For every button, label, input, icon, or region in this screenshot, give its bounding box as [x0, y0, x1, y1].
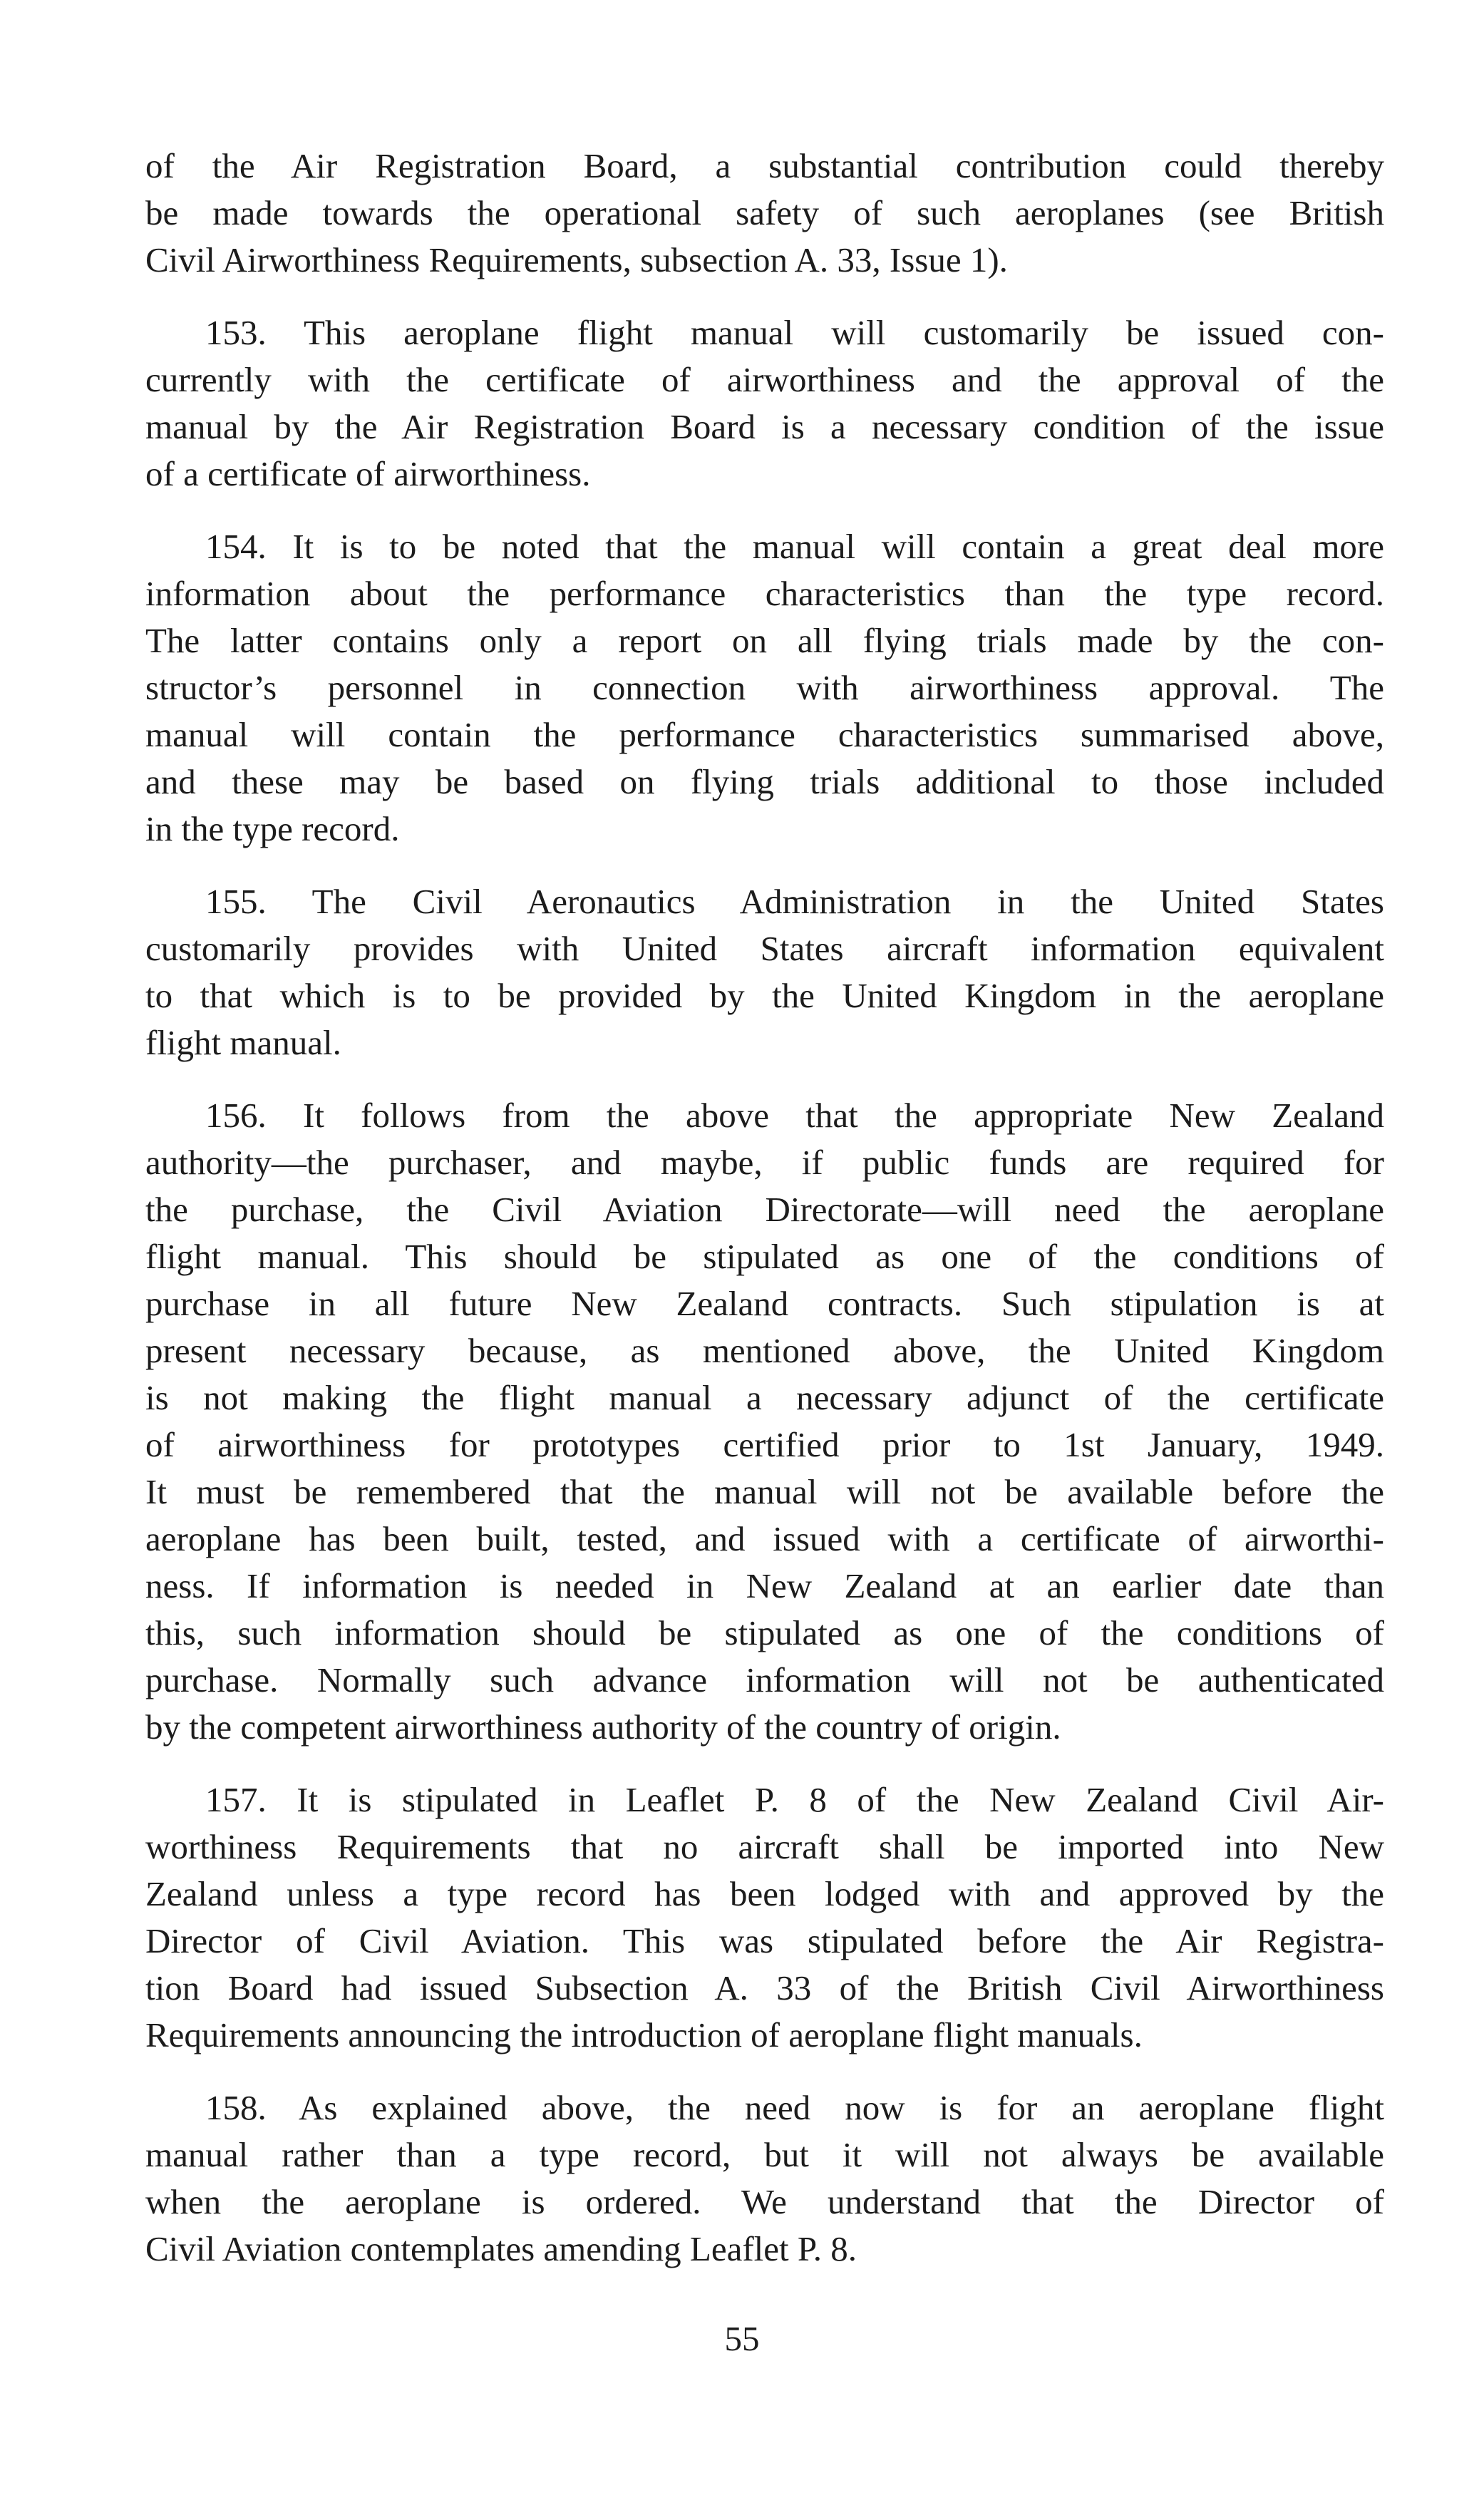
text-line: present necessary because, as mentioned above, the United Kingdom [145, 1331, 1384, 1370]
text-line: to that which is to be provided by the United Kingdom in the aeroplane [145, 976, 1384, 1015]
text-line: when the aeroplane is ordered. We understand that the Director of [145, 2182, 1384, 2221]
text-line: currently with the certificate of airworthiness and the approval of the [145, 360, 1384, 399]
text-line: structor’s personnel in connection with airworthiness approval. The [145, 668, 1384, 707]
text-line: ness. If information is needed in New Zealand at an earlier date than [145, 1566, 1384, 1605]
text-line: manual rather than a type record, but it will not always be available [145, 2135, 1384, 2174]
text-line: manual by the Air Registration Board is a necessary condition of the issue [145, 407, 1384, 446]
paragraph [145, 143, 1384, 284]
text-line: worthiness Requirements that no aircraft shall be imported into New [145, 1827, 1384, 1866]
text-line: 154. It is to be noted that the manual will contain a great deal more [205, 527, 1384, 566]
text-line: the purchase, the Civil Aviation Directorate—will need the aeroplane [145, 1190, 1384, 1229]
text-line: Civil Aviation contemplates amending Leaflet P. 8. [145, 2229, 857, 2268]
text-line: authority—the purchaser, and maybe, if public funds are required for [145, 1143, 1384, 1182]
text-line: purchase. Normally such advance information will not be authenticated [145, 1660, 1384, 1699]
text-line: 153. This aeroplane flight manual will customarily be issued con- [205, 313, 1384, 352]
text-line: in the type record. [145, 809, 400, 848]
text-line: information about the performance characteristics than the type record. [145, 574, 1384, 613]
paragraph [145, 2084, 1384, 2273]
text-line: Zealand unless a type record has been lodged with and approved by the [145, 1874, 1384, 1913]
text-line: of a certificate of airworthiness. [145, 454, 591, 493]
text-line: The latter contains only a report on all flying trials made by the con- [145, 621, 1384, 660]
paragraph [145, 878, 1384, 1066]
paragraph [145, 309, 1384, 498]
text-line: manual will contain the performance characteristics summarised above, [145, 715, 1384, 754]
paragraph [145, 1776, 1384, 2059]
text-line: purchase in all future New Zealand contracts. Such stipulation is at [145, 1284, 1384, 1323]
text-line: It must be remembered that the manual will not be available before the [145, 1472, 1384, 1511]
text-line: of airworthiness for prototypes certified prior to 1st January, 1949. [145, 1425, 1384, 1464]
text-line: tion Board had issued Subsection A. 33 of the British Civil Airworthiness [145, 1968, 1384, 2007]
text-line: 156. It follows from the above that the appropriate New Zealand [205, 1096, 1384, 1135]
text-line: is not making the flight manual a necessary adjunct of the certificate [145, 1378, 1384, 1417]
text-line: customarily provides with United States aircraft information equivalent [145, 929, 1384, 968]
page-body [145, 143, 1384, 2298]
text-line: this, such information should be stipulated as one of the conditions of [145, 1613, 1384, 1652]
text-line: flight manual. [145, 1023, 341, 1062]
paragraph [145, 1092, 1384, 1751]
paragraph [145, 523, 1384, 853]
text-line: 158. As explained above, the need now is for an aeroplane flight [205, 2088, 1384, 2127]
text-line: flight manual. This should be stipulated as one of the conditions of [145, 1237, 1384, 1276]
text-line: Director of Civil Aviation. This was stipulated before the Air Registra- [145, 1921, 1384, 1960]
text-line: aeroplane has been built, tested, and issued with a certificate of airworthi- [145, 1519, 1384, 1558]
text-line: 155. The Civil Aeronautics Administration in the United States [205, 882, 1384, 921]
page-number: 55 [724, 2319, 760, 2358]
text-line: of the Air Registration Board, a substantial contribution could thereby [145, 146, 1384, 185]
text-line: 157. It is stipulated in Leaflet P. 8 of the New Zealand Civil Air- [205, 1780, 1384, 1819]
text-line: Civil Airworthiness Requirements, subsection A. 33, Issue 1). [145, 240, 1008, 279]
text-line: and these may be based on flying trials additional to those included [145, 762, 1384, 801]
text-line: be made towards the operational safety of such aeroplanes (see British [145, 193, 1384, 232]
text-line: by the competent airworthiness authority of the country of origin. [145, 1707, 1061, 1747]
text-line: Requirements announcing the introduction of aeroplane flight manuals. [145, 2015, 1143, 2054]
